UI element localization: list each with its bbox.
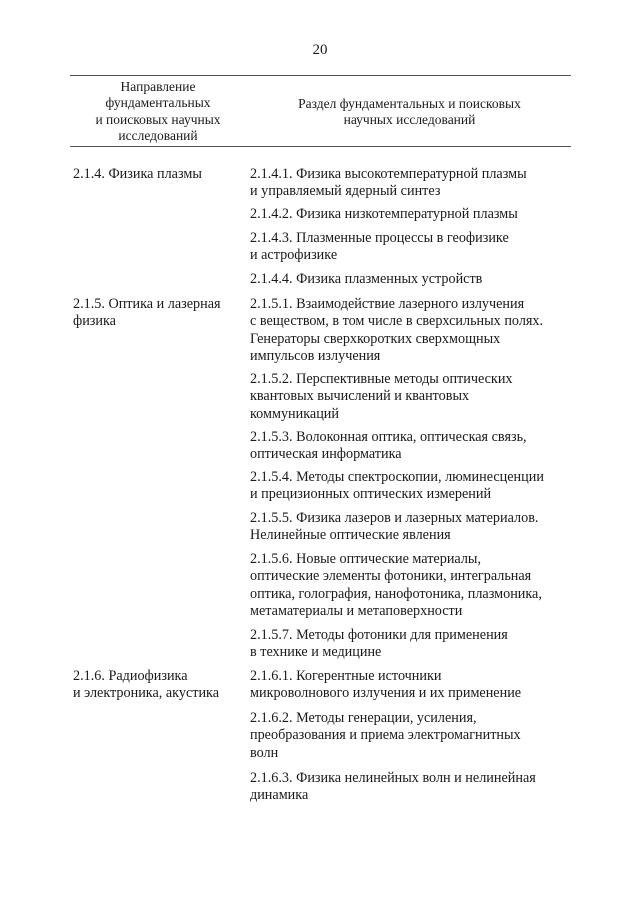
section-line: 2.1.5.6. Новые оптические материалы, [250, 551, 481, 567]
section-line: Генераторы сверхкоротких сверхмощных [250, 330, 501, 347]
section-cell [250, 551, 542, 621]
section-line: Нелинейные оптические явления [250, 527, 451, 544]
header-direction-line: фундаментальных [105, 95, 211, 111]
section-line: 2.1.4.1. Физика высокотемпературной плазмы [250, 166, 527, 182]
section-cell [250, 429, 527, 464]
header-direction-line: исследований [118, 127, 198, 143]
section-line: преобразования и приема электромагнитных [250, 727, 521, 744]
section-line: коммуникаций [250, 405, 339, 422]
section-line: и прецизионных оптических измерений [250, 486, 492, 503]
section-line: метаматериалы и метаповерхности [250, 603, 463, 620]
direction-cell [73, 668, 219, 703]
section-cell [250, 371, 513, 423]
section-cell [250, 770, 536, 805]
direction-cell [73, 166, 202, 183]
section-line: волн [250, 744, 279, 761]
section-cell [250, 469, 544, 504]
section-line: 2.1.5.3. Волоконная оптика, оптическая связь, [250, 429, 527, 445]
section-line: 2.1.6.3. Физика нелинейных волн и нелинейная [250, 770, 536, 786]
header-direction-line: Направление [120, 79, 196, 94]
direction-line: физика [73, 313, 116, 330]
section-line: динамика [250, 787, 309, 804]
table-top-rule [70, 75, 571, 76]
section-line: импульсов излучения [250, 348, 381, 365]
section-cell [250, 510, 538, 545]
section-line: и управляемый ядерный синтез [250, 183, 441, 200]
page-number: 20 [312, 42, 328, 58]
section-line: 2.1.4.2. Физика низкотемпературной плазмы [250, 206, 518, 222]
section-line: 2.1.4.3. Плазменные процессы в геофизике [250, 230, 509, 246]
section-cell [250, 668, 521, 703]
section-line: оптическая информатика [250, 446, 402, 463]
section-line: с веществом, в том числе в сверхсильных полях. [250, 313, 544, 330]
section-line: квантовых вычислений и квантовых [250, 388, 470, 405]
section-line: 2.1.5.1. Взаимодействие лазерного излучения [250, 296, 525, 312]
section-cell [250, 296, 543, 366]
direction-line: 2.1.6. Радиофизика [73, 668, 188, 684]
section-line: 2.1.4.4. Физика плазменных устройств [250, 271, 483, 287]
direction-line: 2.1.4. Физика плазмы [73, 166, 202, 182]
table-header-rule [70, 146, 571, 147]
header-section [248, 96, 571, 129]
section-line: микроволнового излучения и их применение [250, 685, 522, 702]
section-cell [250, 271, 482, 288]
section-cell [250, 206, 518, 223]
header-section-line: научных исследований [343, 112, 476, 128]
section-line: и астрофизике [250, 247, 338, 264]
section-line: 2.1.6.1. Когерентные источники [250, 668, 442, 684]
section-cell [250, 230, 509, 265]
header-direction [70, 79, 246, 144]
header-direction-line: и поисковых научных [95, 111, 221, 127]
section-cell [250, 710, 521, 762]
section-line: 2.1.5.5. Физика лазеров и лазерных материалов. [250, 510, 539, 526]
section-line: 2.1.5.2. Перспективные методы оптических [250, 371, 513, 387]
section-line: оптика, голография, нанофотоника, плазмоника, [250, 585, 542, 602]
section-line: 2.1.6.2. Методы генерации, усиления, [250, 710, 477, 726]
direction-cell [73, 296, 221, 331]
section-line: 2.1.5.4. Методы спектроскопии, люминесценции [250, 469, 544, 485]
header-section-line: Раздел фундаментальных и поисковых [298, 96, 521, 111]
section-line: в технике и медицине [250, 644, 382, 661]
section-line: оптические элементы фотоники, интегральная [250, 568, 532, 585]
section-cell [250, 627, 508, 662]
direction-line: 2.1.5. Оптика и лазерная [73, 296, 221, 312]
section-cell [250, 166, 527, 201]
section-line: 2.1.5.7. Методы фотоники для применения [250, 627, 508, 643]
direction-line: и электроника, акустика [73, 685, 220, 702]
